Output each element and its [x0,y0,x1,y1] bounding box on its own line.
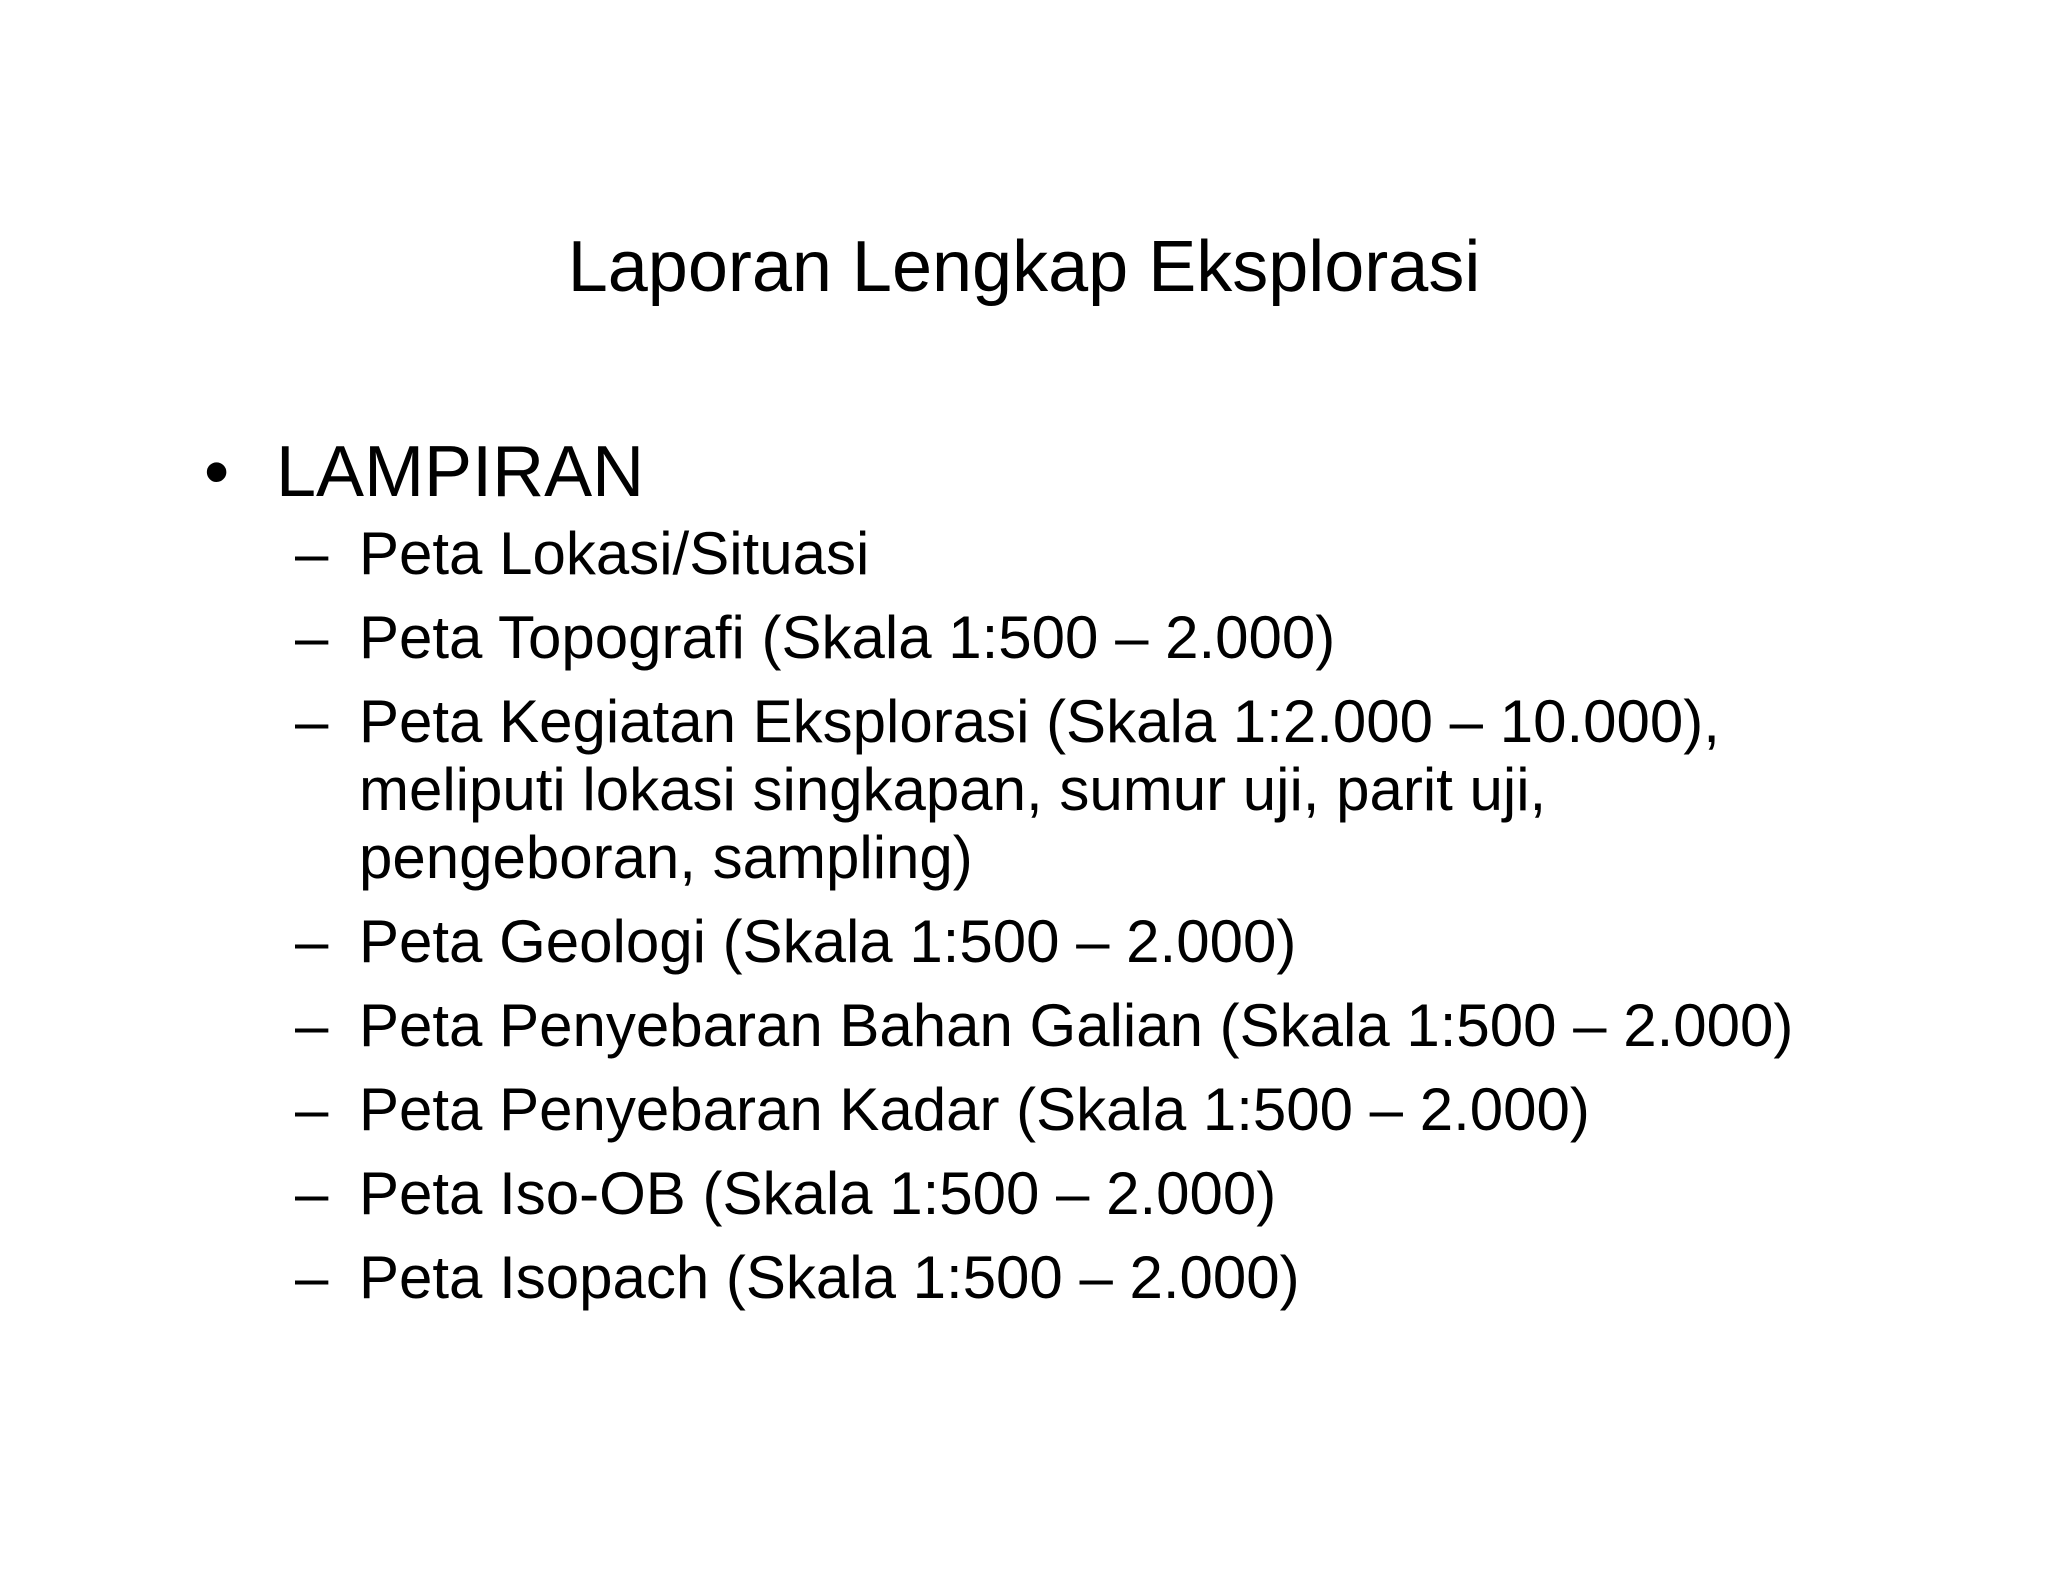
dash-marker: – [295,908,329,975]
dash-marker: – [295,992,329,1059]
list-item [295,520,1995,588]
list-item-text: Peta Penyebaran Bahan Galian (Skala 1:500 – 2.000) [359,992,1794,1059]
slide-title: Laporan Lengkap Eksplorasi [567,227,1481,307]
dash-marker: – [295,520,329,587]
list-item-text: Peta Lokasi/Situasi [359,520,870,587]
list-item [295,688,1995,892]
dash-marker: – [295,1160,329,1227]
dash-marker: – [295,688,329,755]
list-item-text: Peta Iso-OB (Skala 1:500 – 2.000) [359,1160,1277,1227]
list-item-text: Peta Penyebaran Kadar (Skala 1:500 – 2.000) [359,1076,1590,1143]
dash-marker: – [295,1244,329,1311]
list-item [295,604,1995,672]
list-item [295,992,1995,1060]
attachment-list [295,520,1995,1328]
bullet-label: LAMPIRAN [276,432,645,512]
dash-marker: – [295,1076,329,1143]
list-item [295,908,1995,976]
list-item [295,1160,1995,1228]
list-item [295,1244,1995,1312]
dash-marker: – [295,604,329,671]
list-item-text: Peta Isopach (Skala 1:500 – 2.000) [359,1244,1300,1311]
list-item-text: Peta Kegiatan Eksplorasi (Skala 1:2.000 – 10.000), meliputi lokasi singkapan, sumur uji, parit uji, pengeboran, sampling) [359,688,1720,891]
bullet-lampiran [204,429,644,515]
list-item [295,1076,1995,1144]
bullet-marker: • [204,432,230,512]
list-item-text: Peta Topografi (Skala 1:500 – 2.000) [359,604,1336,671]
list-item-text: Peta Geologi (Skala 1:500 – 2.000) [359,908,1297,975]
